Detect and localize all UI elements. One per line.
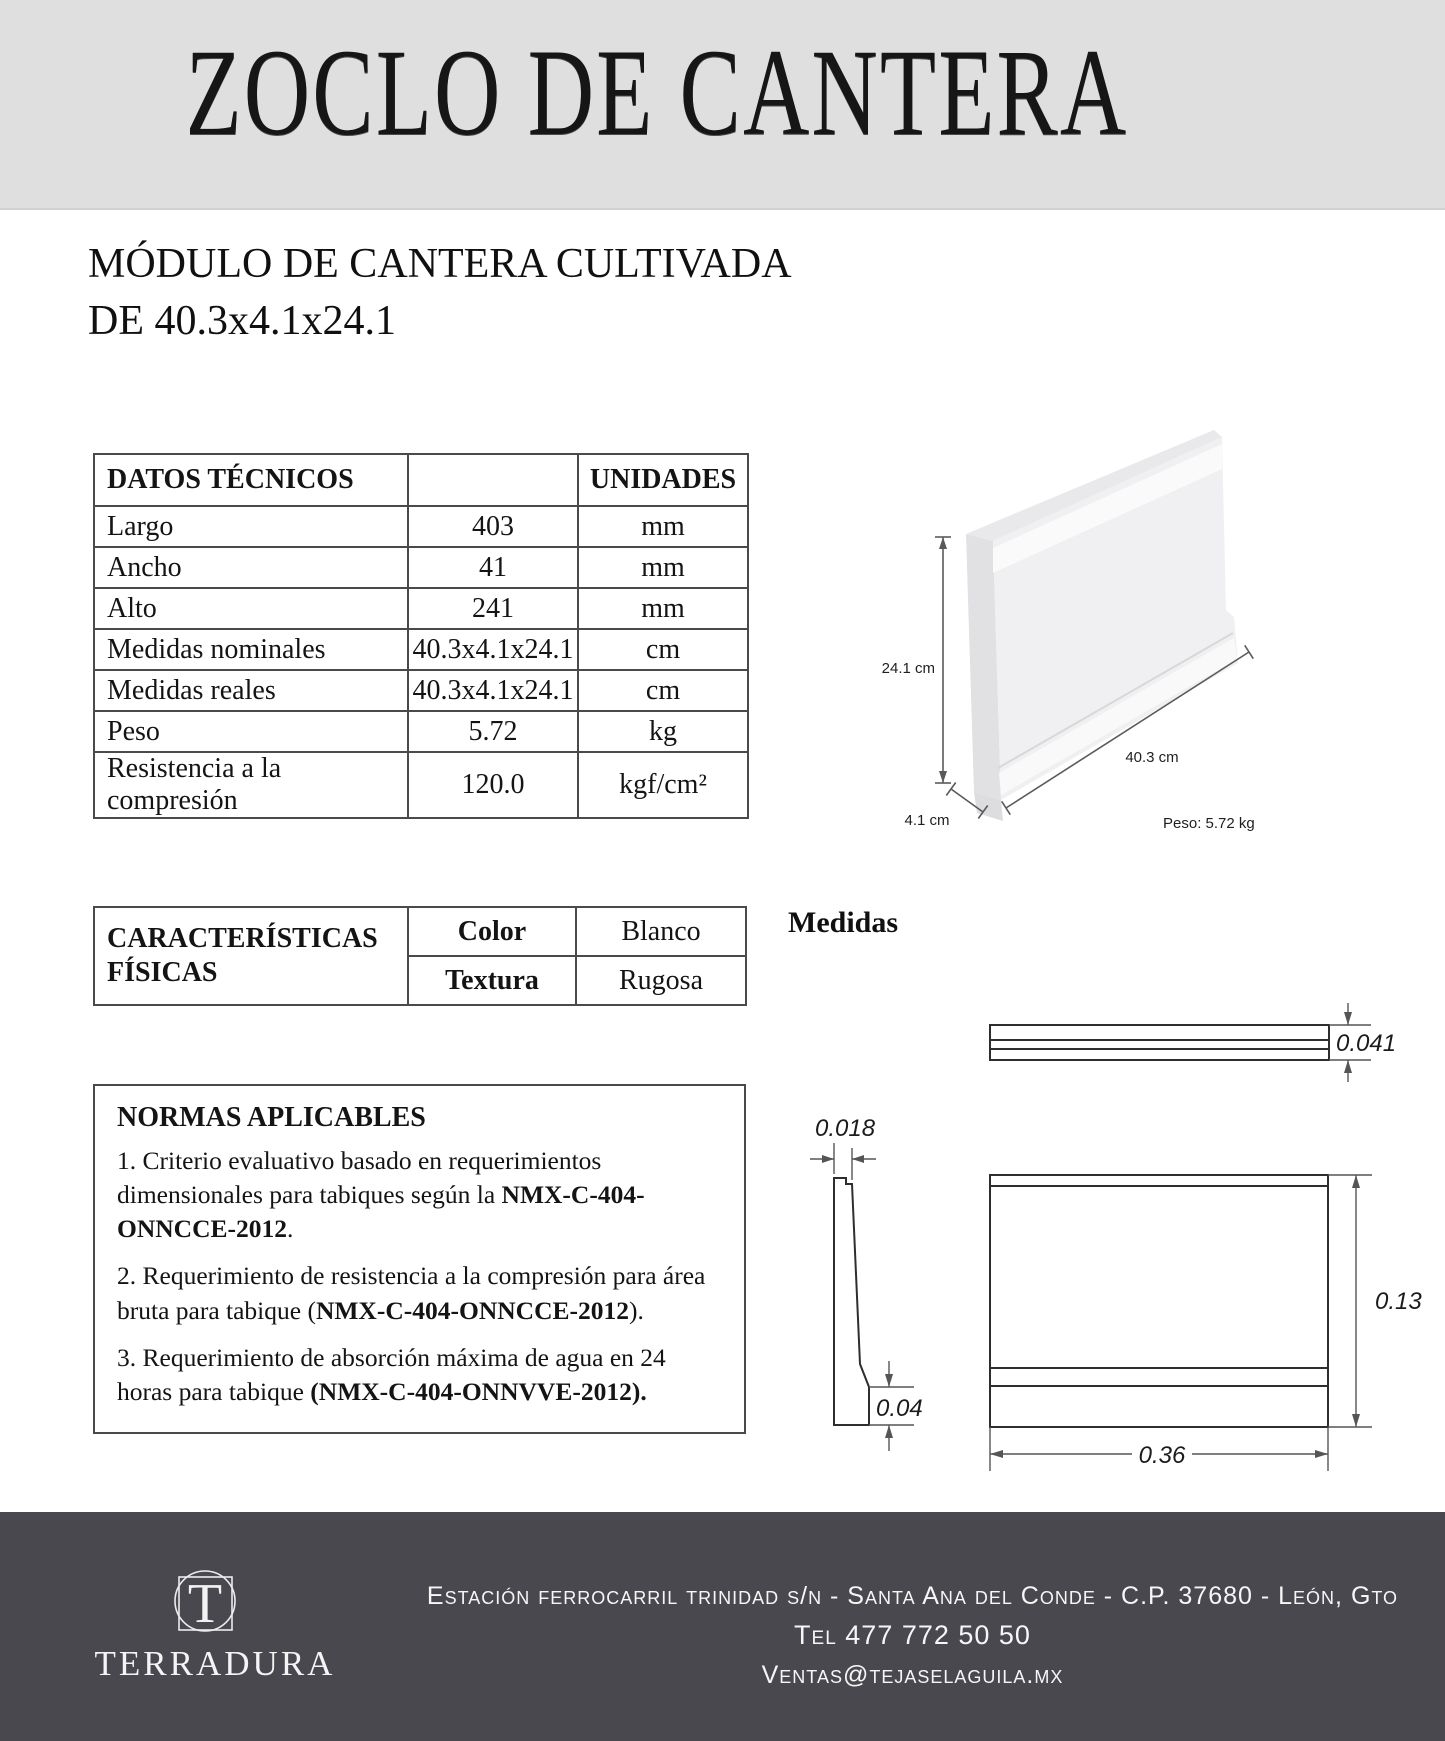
weight-label: Peso: 5.72 kg [1163,815,1255,832]
standard-item [117,1341,724,1409]
row-unit: mm [578,506,748,547]
standard-item [117,1144,724,1246]
width-dim-label: 0.36 [1138,1442,1186,1469]
product-photo [770,385,1330,845]
tech-table-units-header: UNIDADES [578,454,748,506]
footer-contact-block [395,1577,1430,1695]
table-row [94,588,748,629]
standard-text: 1. Criterio evaluativo basado en requerimientos dimensionales para tabiques según la [117,1146,602,1210]
tech-table-empty-header [408,454,578,506]
dimension-arrows [822,1012,1360,1458]
row-unit: cm [578,629,748,670]
plan-view-outline [990,1025,1329,1060]
phys-title-line2: FÍSICAS [107,957,218,988]
phys-table-title [94,907,408,1005]
product-subtitle-line1: MÓDULO DE CANTERA CULTIVADA [88,241,792,287]
row-label: Peso [94,711,408,752]
brand-name: TERRADURA [94,1644,336,1683]
base-step-dim-label: 0.04 [876,1395,923,1422]
table-row [94,506,748,547]
top-width-dim-label: 0.018 [815,1115,876,1142]
row-value: 5.72 [408,711,578,752]
height-dim-label: 0.13 [1375,1288,1422,1315]
row-label: Medidas nominales [94,629,408,670]
applicable-standards-box [93,1084,746,1434]
arrow-down-icon [939,771,947,783]
table-row [94,752,748,818]
row-unit: kg [578,711,748,752]
row-unit: mm [578,547,748,588]
row-value: 40.3x4.1x24.1 [408,629,578,670]
phys-value: Rugosa [576,956,746,1005]
standard-item [117,1259,724,1327]
tech-table-title: DATOS TÉCNICOS [94,454,408,506]
table-row [94,670,748,711]
row-unit: mm [578,588,748,629]
technical-drawings [780,995,1445,1480]
physical-characteristics-table [93,906,747,1006]
table-row [94,711,748,752]
page-title-text: ZOCLO DE CANTERA [186,24,1129,161]
height-dimension-line [935,537,951,783]
standard-text: . [287,1214,294,1244]
standard-text: 2. Requerimiento de resistencia a la compresión para área bruta para tabique ( [117,1261,706,1325]
product-subtitle [88,236,792,350]
phys-property: Textura [408,956,576,1005]
row-label: Ancho [94,547,408,588]
row-label: Resistencia a la compresión [94,752,408,818]
table-row [94,547,748,588]
table-header-row [94,454,748,506]
row-value: 41 [408,547,578,588]
page-title [0,22,1315,164]
depth-label: 4.1 cm [904,812,950,829]
table-row [94,629,748,670]
technical-data-table [93,453,749,819]
phys-value: Blanco [576,907,746,956]
phys-title-line1: CARACTERÍSTICAS [107,923,378,955]
phys-property: Color [408,907,576,956]
row-value: 403 [408,506,578,547]
arrow-up-icon [939,537,947,549]
length-label: 40.3 cm [1125,749,1179,766]
footer-phone: Tel 477 772 50 50 [794,1620,1031,1650]
height-label: 24.1 cm [881,660,935,677]
terradura-logo-icon [148,1542,268,1640]
row-value: 120.0 [408,752,578,818]
standard-code: NMX-C-404-ONNCCE-2012 [315,1295,629,1325]
standard-code: NMX-C-404-ONNCCE-2012 [117,1180,645,1244]
row-value: 241 [408,588,578,629]
standard-text: 3. Requerimiento de absorción máxima de agua en 24 horas para tabique [117,1342,666,1406]
front-view-outline [990,1175,1328,1427]
row-label: Medidas reales [94,670,408,711]
footer-address: Estación ferrocarril trinidad s/n - Santa Ana del Conde - C.P. 37680 - León, Gto [426,1582,1399,1610]
footer-email: Ventas@tejaselaguila.mx [761,1661,1064,1689]
product-subtitle-line2: DE 40.3x4.1x24.1 [88,298,396,345]
table-row [94,907,746,956]
row-label: Alto [94,588,408,629]
standard-code: (NMX-C-404-ONNVVE-2012). [310,1376,647,1406]
standards-title: NORMAS APLICABLES [117,1102,426,1133]
row-label: Largo [94,506,408,547]
logo-letter: T [187,1573,223,1635]
profile-view-outline [834,1178,869,1425]
row-value: 40.3x4.1x24.1 [408,670,578,711]
row-unit: cm [578,670,748,711]
medidas-heading: Medidas [788,906,899,939]
baseboard-3d-render [966,430,1238,821]
thickness-dim-label: 0.041 [1336,1030,1397,1057]
standard-text: ). [629,1295,644,1325]
row-unit: kgf/cm² [578,752,748,818]
block-front-face [993,437,1238,800]
